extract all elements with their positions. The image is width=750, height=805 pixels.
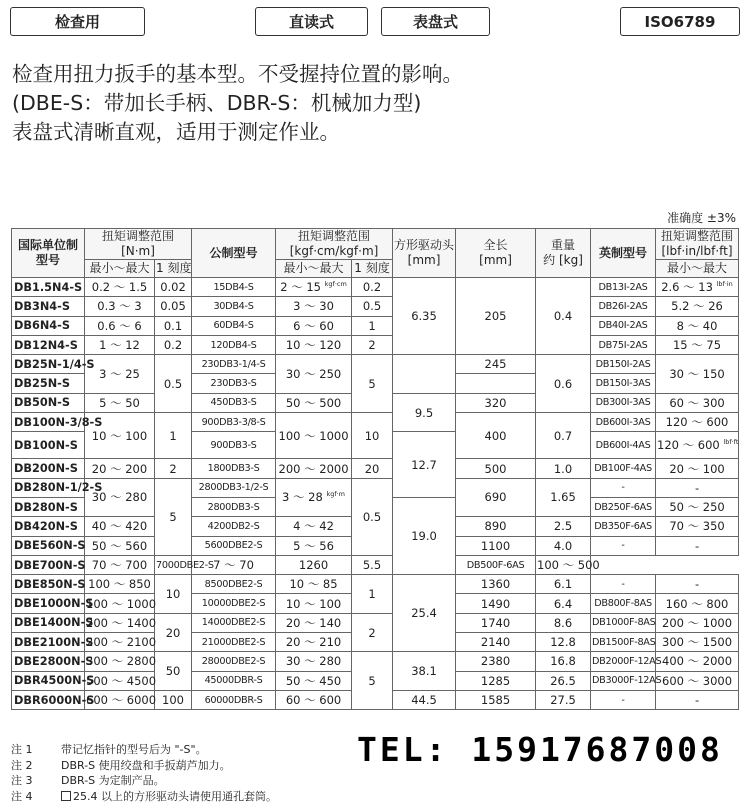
weight: 27.5 bbox=[536, 690, 591, 709]
kgf-range: 50 ～ 450 bbox=[276, 671, 352, 690]
nm-div: 2 bbox=[155, 459, 192, 478]
lbf-range: 120 ～ 600 bbox=[656, 413, 739, 432]
metric-model: 60000DBR-S bbox=[192, 690, 276, 709]
si-model: DBE850N-S bbox=[12, 575, 85, 594]
nm-range: 0.3 ～ 3 bbox=[85, 297, 155, 316]
square-drive: 6.35 bbox=[393, 278, 456, 355]
intro-text bbox=[12, 60, 463, 147]
square-icon bbox=[61, 791, 71, 801]
metric-model: 120DB4-S bbox=[192, 335, 276, 354]
metric-model: 5600DBE2-S bbox=[192, 536, 276, 555]
lbf-range: 20 ～ 100 bbox=[656, 459, 739, 478]
kgf-range: 50 ～ 500 bbox=[276, 393, 352, 412]
col-imperial-model bbox=[591, 229, 656, 278]
imperial-model: DB500F-6AS bbox=[456, 555, 536, 574]
tel-number: TEL: 15917687008 bbox=[357, 730, 723, 769]
lbf-unit: lbf·ft bbox=[723, 438, 739, 447]
kgf-range: 10 ～ 100 bbox=[276, 594, 352, 613]
weight: 12.8 bbox=[536, 633, 591, 652]
nm-div: 0.02 bbox=[155, 278, 192, 297]
imperial-model: - bbox=[591, 575, 656, 594]
length: 500 bbox=[456, 459, 536, 478]
nm-range: 20 ～ 200 bbox=[85, 459, 155, 478]
metric-model: 1800DB3-S bbox=[192, 459, 276, 478]
col-torque-nm-label: 扭矩调整范围 [N·m] bbox=[102, 229, 175, 258]
si-model: DBE1000N-S bbox=[12, 594, 85, 613]
imperial-model: DB600I-3AS bbox=[591, 413, 656, 432]
kgf-div: 2 bbox=[352, 335, 393, 354]
lbf-range: 30 ～ 150 bbox=[656, 355, 739, 394]
col-length bbox=[456, 229, 536, 278]
tag-inspection: 检查用 bbox=[10, 7, 145, 36]
nm-range: 30 ～ 280 bbox=[85, 478, 155, 517]
kgf-range bbox=[276, 478, 352, 517]
metric-model: 230DB3-1/4-S bbox=[192, 355, 276, 374]
col-weight-label: 重量 约 [kg] bbox=[543, 238, 583, 267]
kgf-div: 10 bbox=[352, 413, 393, 459]
lbf-range: 300 ～ 1500 bbox=[656, 633, 739, 652]
metric-model: 230DB3-S bbox=[192, 374, 276, 393]
imperial-model: DB250F-6AS bbox=[591, 497, 656, 516]
length: 890 bbox=[456, 517, 536, 536]
note-label: 注 3 bbox=[11, 774, 33, 787]
square-drive: 12.7 bbox=[393, 432, 456, 498]
kgf-div: 5 bbox=[352, 355, 393, 413]
nm-range: 200 ～ 2100 bbox=[85, 633, 155, 652]
metric-model: 2800DB3-S bbox=[192, 497, 276, 516]
note-label: 注 4 bbox=[11, 789, 33, 803]
tag-iso: ISO6789 bbox=[620, 7, 740, 36]
table-row bbox=[12, 413, 739, 432]
note-text: 25.4 以上的方形驱动头请使用通孔套筒。 bbox=[73, 789, 277, 803]
si-model: DB100N-3/8-S bbox=[12, 413, 85, 432]
length: 1260 bbox=[276, 555, 352, 574]
metric-model: 4200DB2-S bbox=[192, 517, 276, 536]
imperial-model: DB350F-6AS bbox=[591, 517, 656, 536]
nm-range: 500 ～ 4500 bbox=[85, 671, 155, 690]
table-row bbox=[12, 575, 739, 594]
kgf-range: 5 ～ 56 bbox=[276, 536, 352, 555]
intro-line-3: 表盘式清晰直观，适用于测定作业。 bbox=[12, 120, 340, 144]
nm-div: 5 bbox=[155, 478, 192, 555]
weight: 5.5 bbox=[352, 555, 393, 574]
kgf-range: 20 ～ 210 bbox=[276, 633, 352, 652]
weight: 2.5 bbox=[536, 517, 591, 536]
metric-model: 10000DBE2-S bbox=[192, 594, 276, 613]
nm-range: 70 ～ 700 bbox=[85, 555, 155, 574]
length: 1585 bbox=[456, 690, 536, 709]
si-model: DB280N-S bbox=[12, 497, 85, 516]
kgf-div: 1 bbox=[352, 316, 393, 335]
kgf-div: 0.5 bbox=[352, 478, 393, 555]
kgf-div: 1 bbox=[352, 575, 393, 614]
nm-div: 50 bbox=[155, 652, 192, 691]
length bbox=[456, 374, 536, 393]
kgf-range-value: 2 ～ 15 bbox=[280, 280, 321, 295]
intro-line-1: 检查用扭力扳手的基本型。不受握持位置的影响。 bbox=[12, 62, 463, 86]
square-drive: 9.5 bbox=[393, 393, 456, 432]
imperial-model: DB75I-2AS bbox=[591, 335, 656, 354]
square-drive: 25.4 bbox=[393, 575, 456, 652]
tag-direct-read: 直读式 bbox=[255, 7, 368, 36]
lbf-range: - bbox=[656, 690, 739, 709]
weight: 0.6 bbox=[536, 355, 591, 413]
note-1 bbox=[11, 742, 277, 758]
col-torque-lbf-label: 扭矩调整范围 [lbf·in/lbf·ft] bbox=[661, 229, 734, 258]
notes bbox=[11, 742, 277, 804]
metric-model: 900DB3-3/8-S bbox=[192, 413, 276, 432]
kgf-div: 5 bbox=[352, 652, 393, 710]
note-label: 注 2 bbox=[11, 758, 33, 772]
nm-range: 50 ～ 560 bbox=[85, 536, 155, 555]
kgf-range bbox=[276, 278, 352, 297]
metric-model: 21000DBE2-S bbox=[192, 633, 276, 652]
kgf-div: 0.5 bbox=[352, 297, 393, 316]
nm-div: 0.1 bbox=[155, 316, 192, 335]
length: 245 bbox=[456, 355, 536, 374]
metric-model: 15DB4-S bbox=[192, 278, 276, 297]
imperial-model: DB2000F-12AS bbox=[591, 652, 656, 671]
si-model: DBR4500N-S bbox=[12, 671, 85, 690]
kgf-range: 200 ～ 2000 bbox=[276, 459, 352, 478]
nm-div: 0.05 bbox=[155, 297, 192, 316]
note-4-body bbox=[61, 789, 277, 805]
tag-dial: 表盘式 bbox=[381, 7, 490, 36]
lbf-range-value: 120 ～ 600 bbox=[657, 438, 720, 453]
lbf-range: 60 ～ 300 bbox=[656, 393, 739, 412]
note-2 bbox=[11, 758, 277, 774]
lbf-range: 400 ～ 2000 bbox=[656, 652, 739, 671]
metric-model: 45000DBR-S bbox=[192, 671, 276, 690]
weight: 6.4 bbox=[536, 594, 591, 613]
lbf-range bbox=[656, 278, 739, 297]
nm-range: 200 ～ 1400 bbox=[85, 613, 155, 632]
si-model: DB420N-S bbox=[12, 517, 85, 536]
imperial-model: DB800F-8AS bbox=[591, 594, 656, 613]
lbf-range-value: 2.6 ～ 13 bbox=[661, 280, 713, 295]
table-row bbox=[12, 555, 739, 574]
table-row bbox=[12, 613, 739, 632]
nm-range: 100 ～ 850 bbox=[85, 575, 155, 594]
imperial-model: DB26I-2AS bbox=[591, 297, 656, 316]
si-model: DBE700N-S bbox=[12, 555, 85, 574]
imperial-model: - bbox=[591, 536, 656, 555]
kgf-range: 30 ～ 280 bbox=[276, 652, 352, 671]
imperial-model: DB40I-2AS bbox=[591, 316, 656, 335]
length: 2140 bbox=[456, 633, 536, 652]
si-model: DBE1400N-S bbox=[12, 613, 85, 632]
table-row bbox=[12, 459, 739, 478]
col-si-model bbox=[12, 229, 85, 278]
weight: 6.1 bbox=[536, 575, 591, 594]
imperial-model: DB1000F-8AS bbox=[591, 613, 656, 632]
note-3 bbox=[11, 773, 277, 789]
nm-range: 1 ～ 12 bbox=[85, 335, 155, 354]
kgf-range: 20 ～ 140 bbox=[276, 613, 352, 632]
si-model: DBR6000N-S bbox=[12, 690, 85, 709]
length: 1360 bbox=[456, 575, 536, 594]
lbf-range: - bbox=[656, 536, 739, 555]
lbf-range: 15 ～ 75 bbox=[656, 335, 739, 354]
metric-model: 28000DBE2-S bbox=[192, 652, 276, 671]
lbf-range: 600 ～ 3000 bbox=[656, 671, 739, 690]
lbf-range: 100 ～ 500 bbox=[536, 555, 591, 574]
kgf-range: 3 ～ 30 bbox=[276, 297, 352, 316]
spec-table bbox=[11, 228, 739, 710]
col-metric-model-label: 公制型号 bbox=[209, 245, 258, 260]
table-row bbox=[12, 652, 739, 671]
lbf-range: 5.2 ～ 26 bbox=[656, 297, 739, 316]
note-4 bbox=[11, 789, 277, 805]
table-row bbox=[12, 316, 739, 335]
nm-div: 0.2 bbox=[155, 335, 192, 354]
col-kgf-div: 1 刻度 bbox=[352, 260, 393, 278]
metric-model: 900DB3-S bbox=[192, 432, 276, 459]
note-text: 带记忆指针的型号后为 "-S"。 bbox=[61, 743, 207, 756]
metric-model: 30DB4-S bbox=[192, 297, 276, 316]
weight: 1.0 bbox=[536, 459, 591, 478]
lbf-range: 50 ～ 250 bbox=[656, 497, 739, 516]
square-drive: 44.5 bbox=[393, 690, 456, 709]
col-square-drive bbox=[393, 229, 456, 278]
note-text: DBR-S 为定制产品。 bbox=[61, 774, 165, 787]
si-model: DBE560N-S bbox=[12, 536, 85, 555]
weight: 8.6 bbox=[536, 613, 591, 632]
metric-model: 450DB3-S bbox=[192, 393, 276, 412]
nm-div: 100 bbox=[155, 690, 192, 709]
length: 1490 bbox=[456, 594, 536, 613]
col-square-drive-label: 方形驱动头 [mm] bbox=[394, 238, 455, 267]
kgf-range: 7 ～ 70 bbox=[192, 555, 276, 574]
si-model: DB100N-S bbox=[12, 432, 85, 459]
weight: 0.7 bbox=[536, 413, 591, 459]
col-nm-div: 1 刻度 bbox=[155, 260, 192, 278]
si-model: DB1.5N4-S bbox=[12, 278, 85, 297]
weight: 16.8 bbox=[536, 652, 591, 671]
kgf-range: 60 ～ 600 bbox=[276, 690, 352, 709]
kgf-range: 6 ～ 60 bbox=[276, 316, 352, 335]
note-label: 注 1 bbox=[11, 743, 33, 756]
kgf-range: 30 ～ 250 bbox=[276, 355, 352, 394]
metric-model: 60DB4-S bbox=[192, 316, 276, 335]
accuracy-note: 准确度 ±3% bbox=[667, 211, 736, 225]
length: 1285 bbox=[456, 671, 536, 690]
col-imperial-model-label: 英制型号 bbox=[599, 245, 648, 260]
kgf-unit: kgf·cm bbox=[324, 280, 347, 289]
si-model: DBE2800N-S bbox=[12, 652, 85, 671]
col-metric-model bbox=[192, 229, 276, 278]
nm-range: 10 ～ 100 bbox=[85, 413, 155, 459]
imperial-model: DB3000F-12AS bbox=[591, 671, 656, 690]
kgf-unit: kgf·m bbox=[326, 490, 346, 499]
col-nm-minmax: 最小～最大 bbox=[85, 260, 155, 278]
col-torque-kgf bbox=[276, 229, 393, 260]
kgf-div: 2 bbox=[352, 613, 393, 652]
lbf-range bbox=[656, 432, 739, 459]
imperial-model: DB600I-4AS bbox=[591, 432, 656, 459]
si-model: DB280N-1/2-S bbox=[12, 478, 85, 497]
weight: 26.5 bbox=[536, 671, 591, 690]
si-model: DBE2100N-S bbox=[12, 633, 85, 652]
table-row bbox=[12, 478, 739, 497]
si-model: DB25N-1/4-S bbox=[12, 355, 85, 374]
si-model: DB200N-S bbox=[12, 459, 85, 478]
length: 690 bbox=[456, 478, 536, 517]
kgf-div: 20 bbox=[352, 459, 393, 478]
imperial-model: DB13I-2AS bbox=[591, 278, 656, 297]
imperial-model: DB300I-3AS bbox=[591, 393, 656, 412]
kgf-range: 4 ～ 42 bbox=[276, 517, 352, 536]
nm-range: 40 ～ 420 bbox=[85, 517, 155, 536]
kgf-range: 100 ～ 1000 bbox=[276, 413, 352, 459]
note-text: DBR-S 使用绞盘和手扳葫芦加力。 bbox=[61, 758, 231, 772]
square-drive bbox=[393, 355, 456, 394]
col-torque-lbf bbox=[656, 229, 739, 260]
lbf-range: 70 ～ 350 bbox=[656, 517, 739, 536]
col-si-model-label: 国际单位制 型号 bbox=[17, 238, 78, 267]
kgf-range: 10 ～ 120 bbox=[276, 335, 352, 354]
length: 400 bbox=[456, 413, 536, 459]
lbf-range: 8 ～ 40 bbox=[656, 316, 739, 335]
nm-div: 1 bbox=[155, 413, 192, 459]
imperial-model: - bbox=[591, 478, 656, 497]
metric-model: 8500DBE2-S bbox=[192, 575, 276, 594]
lbf-range: - bbox=[656, 478, 739, 497]
length: 2380 bbox=[456, 652, 536, 671]
col-lbf-minmax: 最小～最大 bbox=[656, 260, 739, 278]
kgf-range: 10 ～ 85 bbox=[276, 575, 352, 594]
col-weight bbox=[536, 229, 591, 278]
nm-range: 3 ～ 25 bbox=[85, 355, 155, 394]
table-row bbox=[12, 355, 739, 374]
nm-range: 600 ～ 6000 bbox=[85, 690, 155, 709]
table-row bbox=[12, 297, 739, 316]
nm-range: 100 ～ 1000 bbox=[85, 594, 155, 613]
si-model: DB6N4-S bbox=[12, 316, 85, 335]
weight: 0.4 bbox=[536, 278, 591, 355]
table-row bbox=[12, 278, 739, 297]
imperial-model: DB1500F-8AS bbox=[591, 633, 656, 652]
nm-range: 5 ～ 50 bbox=[85, 393, 155, 412]
nm-range: 300 ～ 2800 bbox=[85, 652, 155, 671]
lbf-unit: lbf·in bbox=[716, 280, 733, 289]
kgf-range-value: 3 ～ 28 bbox=[282, 490, 323, 505]
length: 1740 bbox=[456, 613, 536, 632]
si-model: DB12N4-S bbox=[12, 335, 85, 354]
kgf-div: 0.2 bbox=[352, 278, 393, 297]
length: 205 bbox=[456, 278, 536, 355]
lbf-range: 200 ～ 1000 bbox=[656, 613, 739, 632]
imperial-model: DB150I-2AS bbox=[591, 355, 656, 374]
si-model: DB3N4-S bbox=[12, 297, 85, 316]
nm-div: 0.5 bbox=[155, 355, 192, 413]
nm-range: 0.2 ～ 1.5 bbox=[85, 278, 155, 297]
weight: 1.65 bbox=[536, 478, 591, 517]
col-torque-nm bbox=[85, 229, 192, 260]
si-model: DB50N-S bbox=[12, 393, 85, 412]
lbf-range: - bbox=[656, 575, 739, 594]
metric-model: 7000DBE2-S bbox=[155, 555, 192, 574]
si-model: DB25N-S bbox=[12, 374, 85, 393]
col-kgf-minmax: 最小～最大 bbox=[276, 260, 352, 278]
imperial-model: - bbox=[591, 690, 656, 709]
nm-range: 0.6 ～ 6 bbox=[85, 316, 155, 335]
square-drive: 38.1 bbox=[393, 652, 456, 691]
col-torque-kgf-label: 扭矩调整范围 [kgf·cm/kgf·m] bbox=[289, 229, 379, 258]
nm-div: 10 bbox=[155, 575, 192, 614]
square-drive: 19.0 bbox=[393, 497, 456, 574]
metric-model: 2800DB3-1/2-S bbox=[192, 478, 276, 497]
metric-model: 14000DBE2-S bbox=[192, 613, 276, 632]
nm-div: 20 bbox=[155, 613, 192, 652]
table-row bbox=[12, 335, 739, 354]
imperial-model: DB150I-3AS bbox=[591, 374, 656, 393]
lbf-range: 160 ～ 800 bbox=[656, 594, 739, 613]
col-length-label: 全长 [mm] bbox=[479, 238, 512, 267]
length: 1100 bbox=[456, 536, 536, 555]
imperial-model: DB100F-4AS bbox=[591, 459, 656, 478]
length: 320 bbox=[456, 393, 536, 412]
weight: 4.0 bbox=[536, 536, 591, 555]
intro-line-2: (DBE-S：带加长手柄、DBR-S：机械加力型) bbox=[12, 91, 422, 115]
